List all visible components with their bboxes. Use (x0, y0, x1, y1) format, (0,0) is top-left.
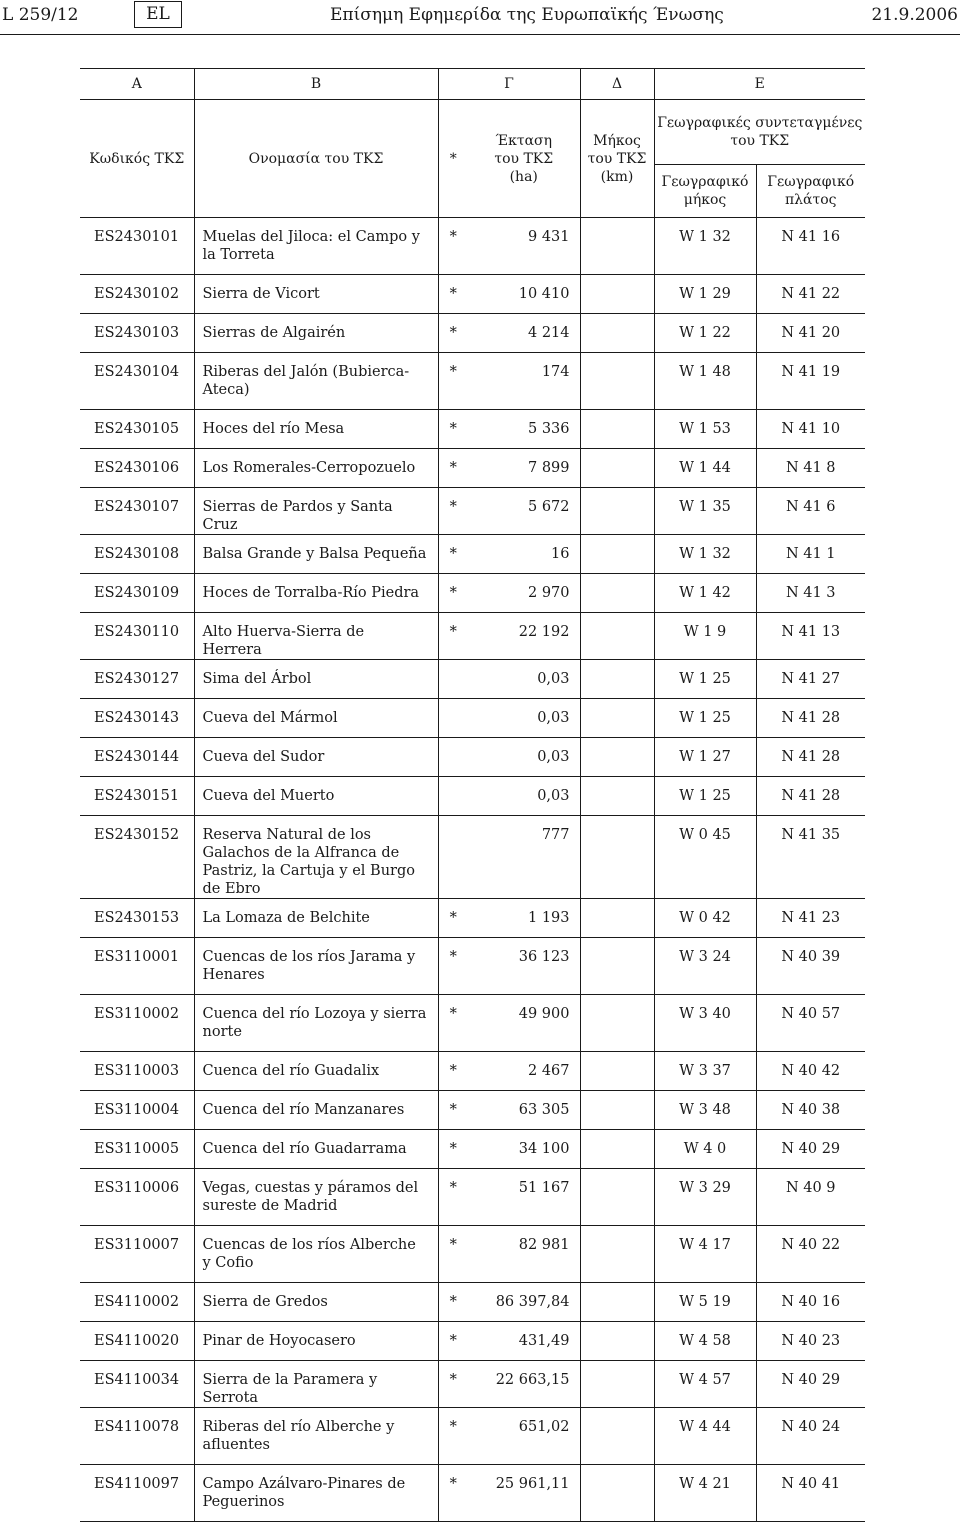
row-length (580, 275, 654, 314)
row-length (580, 449, 654, 488)
header-rule (0, 34, 960, 35)
row-longitude: W 1 22 (654, 314, 756, 353)
row-longitude: W 4 0 (654, 1130, 756, 1169)
row-longitude: W 1 9 (654, 613, 756, 660)
row-area: 49 900 (468, 995, 580, 1052)
row-star: * (438, 995, 468, 1052)
header-coords-line2: του ΤΚΣ (730, 133, 790, 149)
row-length (580, 995, 654, 1052)
row-code: ES4110002 (80, 1283, 194, 1322)
table-row (80, 699, 865, 738)
row-latitude: N 40 39 (756, 938, 865, 995)
table-row (80, 1169, 865, 1226)
table-row (80, 738, 865, 777)
table-row (80, 449, 865, 488)
publication-date: 21.9.2006 (871, 5, 958, 25)
row-longitude: W 4 57 (654, 1361, 756, 1408)
row-star: * (438, 1130, 468, 1169)
row-star: * (438, 613, 468, 660)
column-titles-row (80, 100, 865, 165)
row-longitude: W 1 32 (654, 535, 756, 574)
row-code: ES4110097 (80, 1465, 194, 1522)
row-code: ES2430107 (80, 488, 194, 535)
row-latitude: N 40 16 (756, 1283, 865, 1322)
row-star: * (438, 938, 468, 995)
row-code: ES3110007 (80, 1226, 194, 1283)
row-latitude: N 41 3 (756, 574, 865, 613)
row-star: * (438, 275, 468, 314)
row-longitude: W 3 29 (654, 1169, 756, 1226)
sites-table (80, 68, 865, 1522)
row-latitude: N 40 29 (756, 1130, 865, 1169)
row-code: ES2430105 (80, 410, 194, 449)
table-row (80, 938, 865, 995)
letter-a: A (80, 69, 194, 100)
row-area: 2 970 (468, 574, 580, 613)
row-longitude: W 1 35 (654, 488, 756, 535)
column-letters-row (80, 69, 865, 100)
row-area: 5 336 (468, 410, 580, 449)
header-name: Ονομασία του ΤΚΣ (194, 100, 438, 218)
row-area: 9 431 (468, 218, 580, 275)
row-star: * (438, 1408, 468, 1465)
row-area: 22 663,15 (468, 1361, 580, 1408)
row-area: 5 672 (468, 488, 580, 535)
row-name: Pinar de Hoyocasero (194, 1322, 438, 1361)
row-area: 10 410 (468, 275, 580, 314)
row-longitude: W 1 27 (654, 738, 756, 777)
table-row (80, 353, 865, 410)
row-longitude: W 1 25 (654, 699, 756, 738)
letter-delta: Δ (580, 69, 654, 100)
row-latitude: N 40 42 (756, 1052, 865, 1091)
row-name: Cueva del Muerto (194, 777, 438, 816)
row-code: ES2430151 (80, 777, 194, 816)
row-area: 651,02 (468, 1408, 580, 1465)
row-latitude: N 41 10 (756, 410, 865, 449)
row-longitude: W 1 32 (654, 218, 756, 275)
journal-title: Επίσημη Εφημερίδα της Ευρωπαϊκής Ένωσης (330, 5, 724, 25)
table-row (80, 535, 865, 574)
header-coords-line1: Γεωγραφικές συντεταγμένες (657, 115, 863, 131)
row-area: 36 123 (468, 938, 580, 995)
row-latitude: N 41 13 (756, 613, 865, 660)
row-code: ES2430103 (80, 314, 194, 353)
header-area (468, 100, 580, 218)
row-length (580, 1169, 654, 1226)
row-name: Hoces de Torralba-Río Piedra (194, 574, 438, 613)
row-longitude: W 0 42 (654, 899, 756, 938)
row-star (438, 699, 468, 738)
row-code: ES2430109 (80, 574, 194, 613)
row-code: ES3110006 (80, 1169, 194, 1226)
row-code: ES2430152 (80, 816, 194, 899)
header-length (580, 100, 654, 218)
row-code: ES4110078 (80, 1408, 194, 1465)
row-latitude: N 41 35 (756, 816, 865, 899)
row-name: Los Romerales-Cerropozuelo (194, 449, 438, 488)
table-row (80, 1226, 865, 1283)
row-code: ES3110005 (80, 1130, 194, 1169)
row-longitude: W 3 24 (654, 938, 756, 995)
row-code: ES3110004 (80, 1091, 194, 1130)
row-latitude: N 41 20 (756, 314, 865, 353)
row-area: 0,03 (468, 699, 580, 738)
row-longitude: W 0 45 (654, 816, 756, 899)
row-star: * (438, 410, 468, 449)
table-row (80, 1361, 865, 1408)
row-star: * (438, 1169, 468, 1226)
row-name: Cuenca del río Guadarrama (194, 1130, 438, 1169)
row-star: * (438, 488, 468, 535)
header-latitude-line1: Γεωγραφικό (767, 174, 855, 190)
row-code: ES2430143 (80, 699, 194, 738)
row-length (580, 535, 654, 574)
row-longitude: W 4 21 (654, 1465, 756, 1522)
row-length (580, 613, 654, 660)
row-star: * (438, 1322, 468, 1361)
row-star: * (438, 574, 468, 613)
table-row (80, 1091, 865, 1130)
row-latitude: N 41 1 (756, 535, 865, 574)
row-name: Cuencas de los ríos Alberche y Cofio (194, 1226, 438, 1283)
row-name: Cuenca del río Lozoya y sierra norte (194, 995, 438, 1052)
row-length (580, 938, 654, 995)
table-row (80, 275, 865, 314)
header-longitude (654, 165, 756, 218)
header-longitude-line1: Γεωγραφικό (661, 174, 749, 190)
row-name: Riberas del río Alberche y afluentes (194, 1408, 438, 1465)
row-name: Sima del Árbol (194, 660, 438, 699)
row-longitude: W 1 53 (654, 410, 756, 449)
row-code: ES2430106 (80, 449, 194, 488)
row-latitude: N 40 23 (756, 1322, 865, 1361)
row-length (580, 899, 654, 938)
row-code: ES2430108 (80, 535, 194, 574)
row-area: 34 100 (468, 1130, 580, 1169)
row-longitude: W 1 48 (654, 353, 756, 410)
row-length (580, 816, 654, 899)
row-latitude: N 41 8 (756, 449, 865, 488)
header-length-line3: (km) (600, 168, 634, 185)
row-longitude: W 5 19 (654, 1283, 756, 1322)
row-latitude: N 41 28 (756, 738, 865, 777)
row-name: Cuencas de los ríos Jarama y Henares (194, 938, 438, 995)
row-area: 777 (468, 816, 580, 899)
header-area-line1: Έκταση (495, 132, 552, 149)
row-latitude: N 40 22 (756, 1226, 865, 1283)
row-star: * (438, 1361, 468, 1408)
row-name: Cueva del Sudor (194, 738, 438, 777)
header-area-line3: (ha) (509, 168, 538, 185)
row-star: * (438, 1052, 468, 1091)
letter-gamma: Γ (438, 69, 580, 100)
page-reference: L 259/12 (2, 5, 79, 25)
row-length (580, 353, 654, 410)
row-latitude: N 40 9 (756, 1169, 865, 1226)
row-name: Hoces del río Mesa (194, 410, 438, 449)
row-longitude: W 3 40 (654, 995, 756, 1052)
row-code: ES2430110 (80, 613, 194, 660)
header-area-line2: του ΤΚΣ (494, 150, 554, 167)
table-row (80, 995, 865, 1052)
row-area: 22 192 (468, 613, 580, 660)
row-name: Campo Azálvaro-Pinares de Peguerinos (194, 1465, 438, 1522)
row-name: Cuenca del río Guadalix (194, 1052, 438, 1091)
row-area: 51 167 (468, 1169, 580, 1226)
row-code: ES2430144 (80, 738, 194, 777)
row-star: * (438, 899, 468, 938)
row-name: Cuenca del río Manzanares (194, 1091, 438, 1130)
row-length (580, 1283, 654, 1322)
row-length (580, 1322, 654, 1361)
table-row (80, 660, 865, 699)
row-star: * (438, 449, 468, 488)
row-latitude: N 40 57 (756, 995, 865, 1052)
row-latitude: N 41 27 (756, 660, 865, 699)
running-header (0, 0, 960, 38)
row-code: ES3110001 (80, 938, 194, 995)
row-area: 25 961,11 (468, 1465, 580, 1522)
row-star: * (438, 1091, 468, 1130)
row-name: Vegas, cuestas y páramos del sureste de Madrid (194, 1169, 438, 1226)
row-code: ES2430127 (80, 660, 194, 699)
table-header (80, 69, 865, 218)
row-length (580, 1361, 654, 1408)
row-star: * (438, 1226, 468, 1283)
row-star (438, 816, 468, 899)
row-length (580, 738, 654, 777)
row-star: * (438, 1465, 468, 1522)
row-latitude: N 41 28 (756, 777, 865, 816)
row-longitude: W 3 37 (654, 1052, 756, 1091)
row-length (580, 1091, 654, 1130)
row-latitude: N 41 16 (756, 218, 865, 275)
row-code: ES2430101 (80, 218, 194, 275)
header-coords (654, 100, 865, 165)
row-length (580, 574, 654, 613)
row-code: ES4110020 (80, 1322, 194, 1361)
table-body (80, 218, 865, 1522)
row-longitude: W 4 58 (654, 1322, 756, 1361)
table-row (80, 1408, 865, 1465)
table-row (80, 574, 865, 613)
row-longitude: W 3 48 (654, 1091, 756, 1130)
row-name: Balsa Grande y Balsa Pequeña (194, 535, 438, 574)
row-latitude: N 41 23 (756, 899, 865, 938)
table-row (80, 1130, 865, 1169)
row-longitude: W 1 42 (654, 574, 756, 613)
row-area: 16 (468, 535, 580, 574)
row-area: 0,03 (468, 738, 580, 777)
row-area: 7 899 (468, 449, 580, 488)
row-name: Muelas del Jiloca: el Campo y la Torreta (194, 218, 438, 275)
header-latitude-line2: πλάτος (784, 192, 837, 208)
row-length (580, 1408, 654, 1465)
row-length (580, 488, 654, 535)
row-area: 82 981 (468, 1226, 580, 1283)
table-row (80, 488, 865, 535)
row-name: Riberas del Jalón (Bubierca-Ateca) (194, 353, 438, 410)
row-latitude: N 40 29 (756, 1361, 865, 1408)
row-star (438, 777, 468, 816)
row-length (580, 777, 654, 816)
row-longitude: W 4 44 (654, 1408, 756, 1465)
row-area: 431,49 (468, 1322, 580, 1361)
row-code: ES2430104 (80, 353, 194, 410)
sites-table-container (80, 68, 865, 1522)
row-name: La Lomaza de Belchite (194, 899, 438, 938)
language-badge: EL (134, 1, 182, 28)
row-latitude: N 41 6 (756, 488, 865, 535)
row-latitude: N 41 28 (756, 699, 865, 738)
row-code: ES3110002 (80, 995, 194, 1052)
header-latitude (756, 165, 865, 218)
row-star: * (438, 535, 468, 574)
table-row (80, 899, 865, 938)
table-row (80, 1283, 865, 1322)
row-length (580, 1226, 654, 1283)
row-area: 1 193 (468, 899, 580, 938)
row-length (580, 1130, 654, 1169)
row-latitude: N 41 22 (756, 275, 865, 314)
table-row (80, 1052, 865, 1091)
row-code: ES2430153 (80, 899, 194, 938)
row-star: * (438, 1283, 468, 1322)
row-name: Sierra de la Paramera y Serrota (194, 1361, 438, 1408)
row-name: Sierras de Algairén (194, 314, 438, 353)
row-latitude: N 40 24 (756, 1408, 865, 1465)
row-star: * (438, 218, 468, 275)
row-latitude: N 40 38 (756, 1091, 865, 1130)
row-name: Sierra de Gredos (194, 1283, 438, 1322)
table-row (80, 777, 865, 816)
row-longitude: W 1 25 (654, 777, 756, 816)
row-latitude: N 40 41 (756, 1465, 865, 1522)
row-area: 86 397,84 (468, 1283, 580, 1322)
table-row (80, 314, 865, 353)
row-star: * (438, 314, 468, 353)
letter-b: B (194, 69, 438, 100)
row-length (580, 660, 654, 699)
row-star (438, 660, 468, 699)
row-name: Sierra de Vicort (194, 275, 438, 314)
row-code: ES3110003 (80, 1052, 194, 1091)
header-longitude-line2: μήκος (683, 192, 727, 208)
row-length (580, 1465, 654, 1522)
table-row (80, 410, 865, 449)
header-star: * (438, 100, 468, 218)
table-row (80, 613, 865, 660)
table-row (80, 1322, 865, 1361)
row-longitude: W 1 25 (654, 660, 756, 699)
row-longitude: W 1 44 (654, 449, 756, 488)
row-area: 63 305 (468, 1091, 580, 1130)
header-code: Κωδικός ΤΚΣ (80, 100, 194, 218)
row-name: Cueva del Mármol (194, 699, 438, 738)
letter-e: E (654, 69, 865, 100)
row-area: 4 214 (468, 314, 580, 353)
header-length-line2: του ΤΚΣ (587, 150, 647, 167)
row-length (580, 699, 654, 738)
row-area: 0,03 (468, 777, 580, 816)
table-row (80, 816, 865, 899)
row-length (580, 1052, 654, 1091)
row-name: Sierras de Pardos y Santa Cruz (194, 488, 438, 535)
header-length-line1: Μήκος (593, 132, 641, 149)
row-area: 0,03 (468, 660, 580, 699)
row-area: 174 (468, 353, 580, 410)
row-length (580, 314, 654, 353)
row-longitude: W 1 29 (654, 275, 756, 314)
row-star (438, 738, 468, 777)
row-code: ES4110034 (80, 1361, 194, 1408)
row-length (580, 218, 654, 275)
table-row (80, 1465, 865, 1522)
row-code: ES2430102 (80, 275, 194, 314)
table-row (80, 218, 865, 275)
row-longitude: W 4 17 (654, 1226, 756, 1283)
row-length (580, 410, 654, 449)
row-name: Reserva Natural de los Galachos de la Alfranca de Pastriz, la Cartuja y el Burgo de Ebro (194, 816, 438, 899)
row-star: * (438, 353, 468, 410)
row-area: 2 467 (468, 1052, 580, 1091)
row-latitude: N 41 19 (756, 353, 865, 410)
row-name: Alto Huerva-Sierra de Herrera (194, 613, 438, 660)
